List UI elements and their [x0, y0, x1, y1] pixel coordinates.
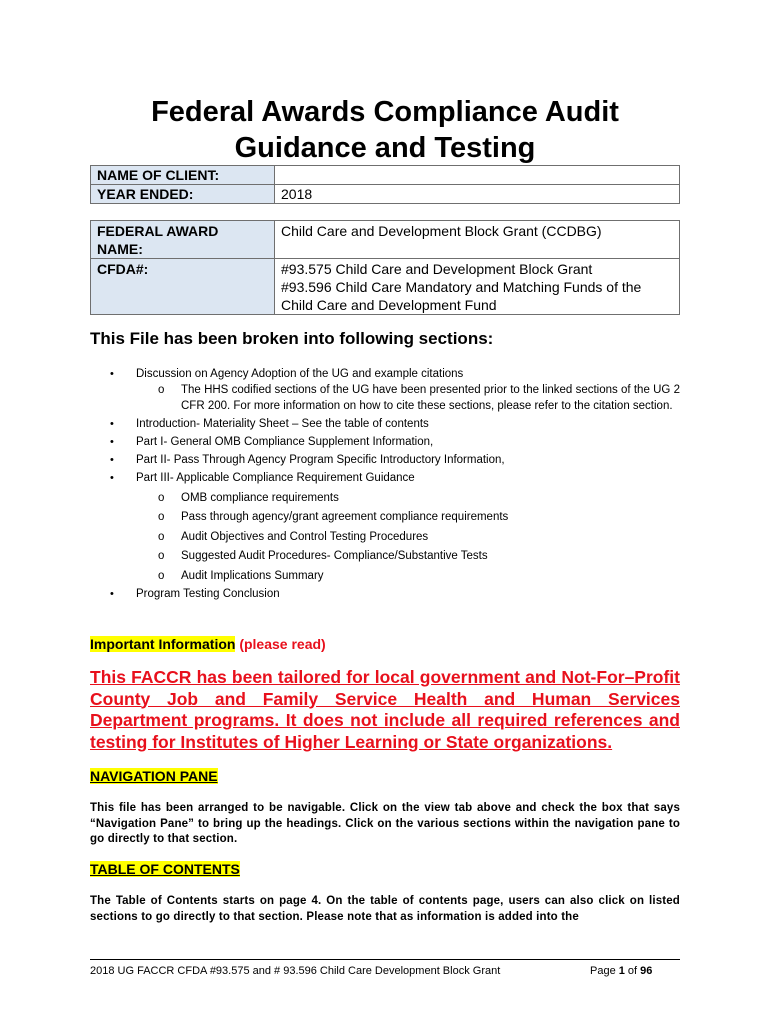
sub-list-item[interactable] — [90, 568, 680, 584]
sub-list-item[interactable] — [90, 509, 680, 525]
cfda-value-line-2: #93.596 Child Care Mandatory and Matching Funds of the Child Care and Development Fund — [281, 279, 642, 313]
list-item-text: Introduction- Materiality Sheet – See the table of contents — [136, 418, 429, 430]
client-info-table — [90, 165, 680, 204]
sub-bullet-icon: o — [158, 491, 165, 504]
list-item-text: Part II- Pass Through Agency Program Specific Introductory Information, — [136, 454, 505, 466]
list-item[interactable] — [90, 434, 680, 450]
bullet-icon: • — [110, 587, 114, 600]
year-ended-row — [91, 185, 680, 204]
award-name-value[interactable]: Child Care and Development Block Grant (CCDBG) — [275, 221, 680, 259]
navigation-pane-text: This file has been arranged to be navigable. Click on the view tab above and check the box that says “Navigation Pane” to bring up the headings. Click on the various sections within the navigation pane to go directly to that section. — [90, 802, 680, 845]
sub-bullet-icon: o — [158, 569, 165, 582]
award-name-label: FEDERAL AWARD NAME: — [91, 221, 275, 259]
sub-list-item-text: Pass through agency/grant agreement compliance requirements — [181, 511, 509, 523]
bullet-icon: • — [110, 436, 114, 448]
sub-bullet-icon: o — [158, 550, 165, 562]
sub-bullet-icon: o — [158, 511, 165, 523]
sub-list-item[interactable] — [90, 382, 680, 414]
footer-current-page: 1 — [618, 965, 625, 977]
footer-of-word: of — [624, 965, 641, 977]
sub-list-item[interactable] — [90, 529, 680, 545]
important-note: (please read) — [235, 636, 326, 652]
footer-page-word: Page — [590, 965, 619, 977]
bullet-icon: • — [110, 454, 114, 466]
document-title — [90, 94, 680, 166]
year-ended-label: YEAR ENDED: — [91, 185, 275, 204]
cfda-row — [91, 259, 680, 315]
navigation-pane-heading[interactable] — [90, 768, 218, 784]
important-label: Important Information — [90, 636, 236, 652]
sub-list-item-text: Audit Implications Summary — [181, 569, 324, 582]
client-name-label: NAME OF CLIENT: — [91, 166, 275, 185]
list-item[interactable] — [90, 586, 680, 602]
cfda-label: CFDA#: — [91, 259, 275, 315]
list-item[interactable] — [90, 452, 680, 468]
table-of-contents-text: The Table of Contents starts on page 4. On the table of contents page, users can also click on listed sections to go directly to that section. Please note that as information is added into the — [90, 895, 680, 923]
client-name-value[interactable] — [275, 166, 680, 185]
title-line-2: Guidance and Testing — [234, 132, 536, 164]
sections-heading: This File has been broken into following sections: — [90, 329, 494, 348]
client-name-row — [91, 166, 680, 185]
page-footer — [90, 959, 680, 977]
list-item[interactable] — [90, 470, 680, 486]
table-of-contents-heading[interactable] — [90, 861, 240, 877]
list-item[interactable] — [90, 366, 680, 382]
cfda-value[interactable] — [275, 259, 680, 315]
title-line-1: Federal Awards Compliance Audit — [151, 96, 619, 128]
sub-list-item[interactable] — [90, 490, 680, 506]
sub-bullet-icon: o — [158, 384, 165, 396]
award-info-table — [90, 220, 680, 315]
sub-list-item[interactable] — [90, 548, 680, 564]
list-item-text: Discussion on Agency Adoption of the UG and example citations — [136, 368, 464, 380]
sub-list-item-text: The HHS codified sections of the UG have been presented prior to the linked sections of the UG 2 CFR 200. For more information on how to cite these sections, please refer to the citation section. — [181, 384, 680, 412]
bullet-icon: • — [110, 472, 114, 484]
sub-bullet-icon: o — [158, 530, 165, 543]
footer-total-pages: 96 — [640, 965, 653, 977]
sub-list-item-text: Audit Objectives and Control Testing Procedures — [181, 530, 429, 543]
table-of-contents-heading-text: TABLE OF CONTENTS — [90, 861, 240, 877]
list-item-text: Part I- General OMB Compliance Supplement Information, — [136, 436, 434, 448]
list-item-text: Part III- Applicable Compliance Requirement Guidance — [136, 472, 415, 484]
sections-list — [90, 366, 680, 602]
cfda-value-line-1: #93.575 Child Care and Development Block Grant — [281, 261, 593, 277]
sub-list-item-text: Suggested Audit Procedures- Compliance/Substantive Tests — [181, 550, 488, 562]
bullet-icon: • — [110, 368, 114, 380]
footer-page-number — [590, 965, 652, 977]
list-item-text: Program Testing Conclusion — [136, 587, 280, 600]
important-information — [90, 636, 326, 652]
sub-list-item-text: OMB compliance requirements — [181, 491, 339, 504]
year-ended-value[interactable]: 2018 — [275, 185, 680, 204]
navigation-pane-heading-text: NAVIGATION PANE — [90, 768, 218, 784]
tailoring-warning: This FACCR has been tailored for local government and Not-For–Profit County Job and Family Service Health and Human Services Department programs. It does not include all required references and testing for Institutes of Higher Learning or State organizations. — [90, 667, 680, 752]
bullet-icon: • — [110, 418, 114, 430]
list-item[interactable] — [90, 416, 680, 432]
award-name-row — [91, 221, 680, 259]
footer-document-title: 2018 UG FACCR CFDA #93.575 and # 93.596 Child Care Development Block Grant — [90, 965, 501, 977]
